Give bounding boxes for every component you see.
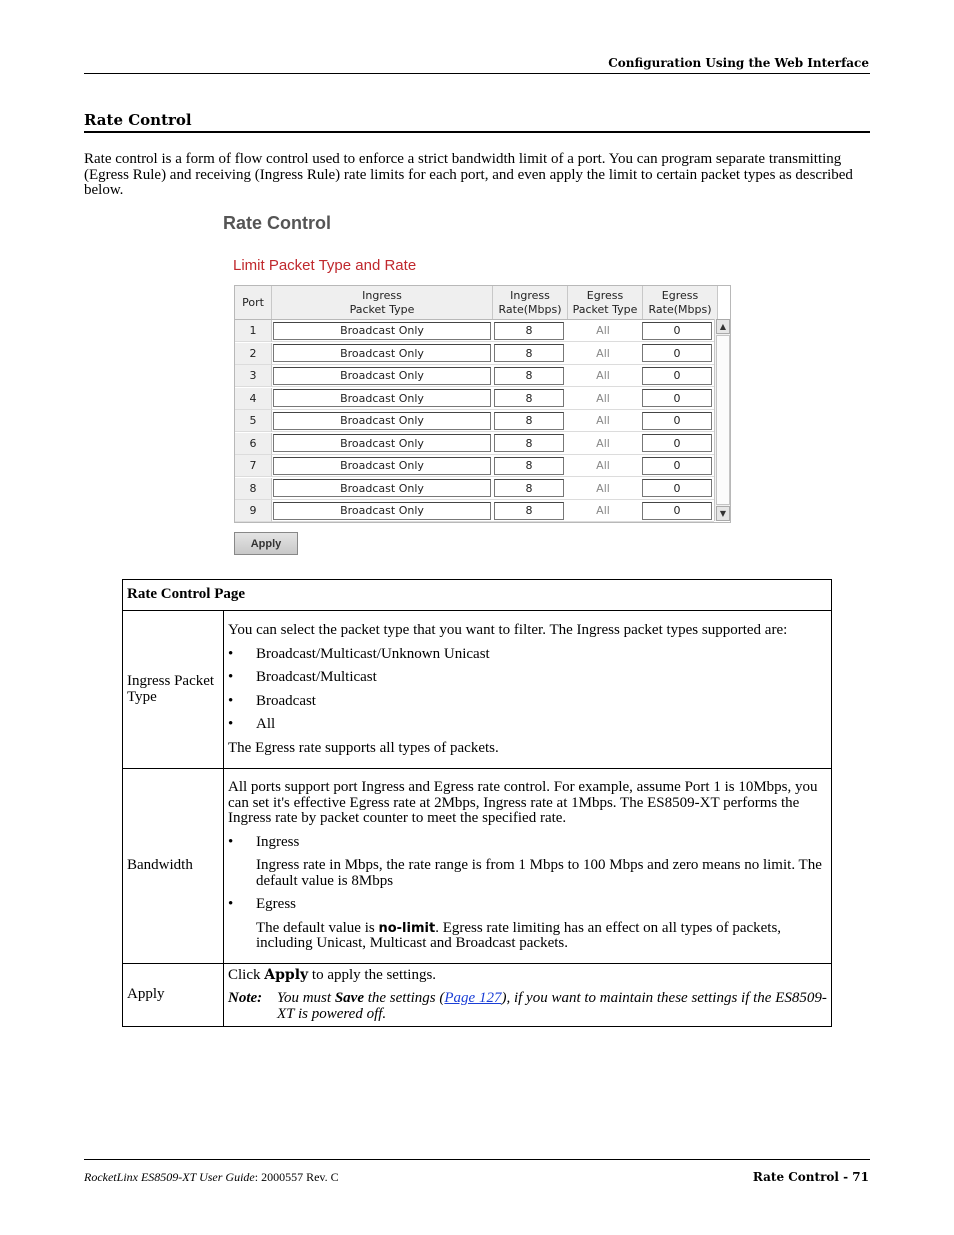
ingress-type-cell xyxy=(272,320,492,342)
port-cell: 4 xyxy=(235,388,272,410)
ingress-type-list xyxy=(228,647,827,733)
apply-note xyxy=(228,991,827,1022)
section-rule xyxy=(84,131,870,133)
list-item: • Broadcast/Multicast/Unknown Unicast xyxy=(228,645,490,662)
egress-type-cell: All xyxy=(566,478,640,500)
table-row xyxy=(235,433,714,455)
ingress-rate-input[interactable]: 8 xyxy=(494,434,564,452)
ingress-rate-cell xyxy=(492,388,566,410)
ingress-type-cell xyxy=(272,478,492,500)
table-header xyxy=(235,286,718,320)
table-row xyxy=(235,478,714,500)
port-cell: 5 xyxy=(235,410,272,432)
col-egress-rate: Egress Rate(Mbps) xyxy=(643,286,718,319)
port-cell: 8 xyxy=(235,478,272,500)
egress-type-cell: All xyxy=(566,410,640,432)
ui-page-title: Rate Control xyxy=(223,213,331,233)
egress-rate-input[interactable]: 0 xyxy=(642,367,712,385)
ingress-type-cell xyxy=(272,500,492,522)
egress-rate-input[interactable]: 0 xyxy=(642,389,712,407)
ingress-rate-input[interactable]: 8 xyxy=(494,367,564,385)
row-label-ingress: Ingress Packet Type xyxy=(123,611,224,769)
egress-rate-cell xyxy=(640,500,714,522)
table-row xyxy=(235,455,714,477)
list-item: • Broadcast xyxy=(228,692,316,709)
bandwidth-egress-text: The default value is no-limit. Egress rate limiting has an effect on all types of packets, including Unicast, Multicast and Broadcast packets. xyxy=(256,919,782,952)
ingress-rate-cell xyxy=(492,455,566,477)
ingress-type-select[interactable]: Broadcast Only xyxy=(273,412,491,430)
egress-rate-input[interactable]: 0 xyxy=(642,344,712,362)
egress-rate-input[interactable]: 0 xyxy=(642,457,712,475)
running-header: Configuration Using the Web Interface xyxy=(608,56,869,70)
port-cell: 2 xyxy=(235,343,272,365)
port-cell: 9 xyxy=(235,500,272,522)
footer-right: Rate Control - 71 xyxy=(752,1170,869,1184)
footer-rule xyxy=(84,1159,870,1160)
ingress-rate-cell xyxy=(492,410,566,432)
table-row xyxy=(235,365,714,387)
port-cell: 1 xyxy=(235,320,272,342)
egress-type-cell: All xyxy=(566,500,640,522)
egress-rate-input[interactable]: 0 xyxy=(642,502,712,520)
ingress-type-select[interactable]: Broadcast Only xyxy=(273,322,491,340)
ui-subtitle: Limit Packet Type and Rate xyxy=(233,257,417,274)
ingress-type-cell xyxy=(272,343,492,365)
egress-rate-input[interactable]: 0 xyxy=(642,479,712,497)
row-label-apply: Apply xyxy=(123,964,224,1027)
egress-rate-cell xyxy=(640,320,714,342)
table-row xyxy=(235,388,714,410)
ingress-type-select[interactable]: Broadcast Only xyxy=(273,344,491,362)
bullet-ingress xyxy=(228,835,827,851)
row-desc-apply xyxy=(224,964,832,1027)
bandwidth-egress-title: Egress xyxy=(256,896,296,913)
ingress-rate-cell xyxy=(492,320,566,342)
ingress-type-cell xyxy=(272,410,492,432)
ingress-type-cell xyxy=(272,433,492,455)
egress-type-cell: All xyxy=(566,388,640,410)
egress-type-cell: All xyxy=(566,455,640,477)
bandwidth-ingress-title: Ingress xyxy=(256,833,300,850)
egress-rate-input[interactable]: 0 xyxy=(642,412,712,430)
row-label-bandwidth: Bandwidth xyxy=(123,769,224,964)
bullet-glyph: • xyxy=(228,896,234,913)
ingress-rate-input[interactable]: 8 xyxy=(494,412,564,430)
ingress-rate-cell xyxy=(492,478,566,500)
bullet-egress xyxy=(228,897,827,913)
ingress-rate-input[interactable]: 8 xyxy=(494,502,564,520)
ingress-type-select[interactable]: Broadcast Only xyxy=(273,479,491,497)
port-cell: 6 xyxy=(235,433,272,455)
rate-control-table xyxy=(234,285,731,523)
header-rule xyxy=(84,73,870,74)
intro-paragraph: Rate control is a form of flow control used to enforce a strict bandwidth limit of a port. You can program separate transmitting (Egress Rule) and receiving (Ingress Rule) rate limits for each port, and even apply the limit to certain packet types as described below. xyxy=(84,151,853,198)
note-text: You must Save the settings (Page 127), if you want to maintain these settings if the ES8509-XT is powered off. xyxy=(277,990,827,1022)
egress-rate-cell xyxy=(640,478,714,500)
egress-rate-cell xyxy=(640,410,714,432)
port-cell: 3 xyxy=(235,365,272,387)
scroll-down-icon[interactable]: ▼ xyxy=(716,506,730,521)
egress-type-cell: All xyxy=(566,433,640,455)
scroll-up-icon[interactable]: ▲ xyxy=(716,319,730,334)
table-caption: Rate Control Page xyxy=(123,580,832,611)
table-row xyxy=(235,343,714,365)
col-port: Port xyxy=(235,286,272,319)
table-scrollbar[interactable] xyxy=(714,319,730,521)
list-item: • Broadcast/Multicast xyxy=(228,669,377,685)
egress-type-cell: All xyxy=(566,320,640,342)
page-link[interactable]: Page 127 xyxy=(444,990,502,1007)
ingress-rate-input[interactable]: 8 xyxy=(494,457,564,475)
col-ingress-rate: Ingress Rate(Mbps) xyxy=(493,286,568,319)
col-ingress-type: Ingress Packet Type xyxy=(272,286,493,319)
egress-type-cell: All xyxy=(566,343,640,365)
ingress-type-cell xyxy=(272,388,492,410)
scroll-thumb[interactable] xyxy=(716,335,730,505)
ingress-type-cell xyxy=(272,455,492,477)
bandwidth-intro: All ports support port Ingress and Egress rate control. For example, assume Port 1 is 10Mbps, you can set it's effective Egress rate at 2Mbps, Ingress rate at 1Mbps. The ES8509-XT performs the Ingress rate by packet counter to meet the specified rate. xyxy=(228,779,818,827)
ingress-type-select[interactable]: Broadcast Only xyxy=(273,434,491,452)
egress-rate-cell xyxy=(640,365,714,387)
footer-left: RocketLinx ES8509-XT User Guide: 2000557 Rev. C xyxy=(84,1170,339,1184)
col-egress-type: Egress Packet Type xyxy=(568,286,643,319)
table-row xyxy=(235,410,714,432)
egress-rate-cell xyxy=(640,455,714,477)
egress-rate-input[interactable]: 0 xyxy=(642,434,712,452)
ingress-rate-input[interactable]: 8 xyxy=(494,389,564,407)
ingress-rate-input[interactable]: 8 xyxy=(494,344,564,362)
bandwidth-ingress-text: Ingress rate in Mbps, the rate range is from 1 Mbps to 100 Mbps and zero means no limit. The default value is 8Mbps xyxy=(256,857,822,889)
port-cell: 7 xyxy=(235,455,272,477)
ingress-rate-cell xyxy=(492,365,566,387)
ingress-rate-input[interactable]: 8 xyxy=(494,322,564,340)
row-desc-bandwidth xyxy=(224,769,832,964)
ingress-type-select[interactable]: Broadcast Only xyxy=(273,367,491,385)
ingress-intro: You can select the packet type that you want to filter. The Ingress packet types supported are: xyxy=(228,622,788,638)
table-row xyxy=(235,500,714,522)
ingress-outro: The Egress rate supports all types of packets. xyxy=(228,739,499,756)
ingress-type-select[interactable]: Broadcast Only xyxy=(273,502,491,520)
list-item: • All xyxy=(228,716,276,732)
egress-type-cell: All xyxy=(566,365,640,387)
table-row xyxy=(235,320,714,342)
egress-rate-cell xyxy=(640,433,714,455)
description-table xyxy=(122,579,832,1027)
bullet-glyph: • xyxy=(228,833,234,850)
apply-button[interactable]: Apply xyxy=(234,532,298,555)
row-desc-ingress xyxy=(224,611,832,769)
apply-desc: Click Apply to apply the settings. xyxy=(228,966,437,983)
ingress-type-cell xyxy=(272,365,492,387)
ingress-rate-cell xyxy=(492,500,566,522)
egress-rate-cell xyxy=(640,388,714,410)
section-title: Rate Control xyxy=(84,111,192,129)
egress-rate-cell xyxy=(640,343,714,365)
ingress-rate-cell xyxy=(492,343,566,365)
ingress-type-select[interactable]: Broadcast Only xyxy=(273,389,491,407)
note-label: Note: xyxy=(228,990,263,1007)
egress-rate-input[interactable]: 0 xyxy=(642,322,712,340)
ingress-type-select[interactable]: Broadcast Only xyxy=(273,457,491,475)
ingress-rate-input[interactable]: 8 xyxy=(494,479,564,497)
ingress-rate-cell xyxy=(492,433,566,455)
